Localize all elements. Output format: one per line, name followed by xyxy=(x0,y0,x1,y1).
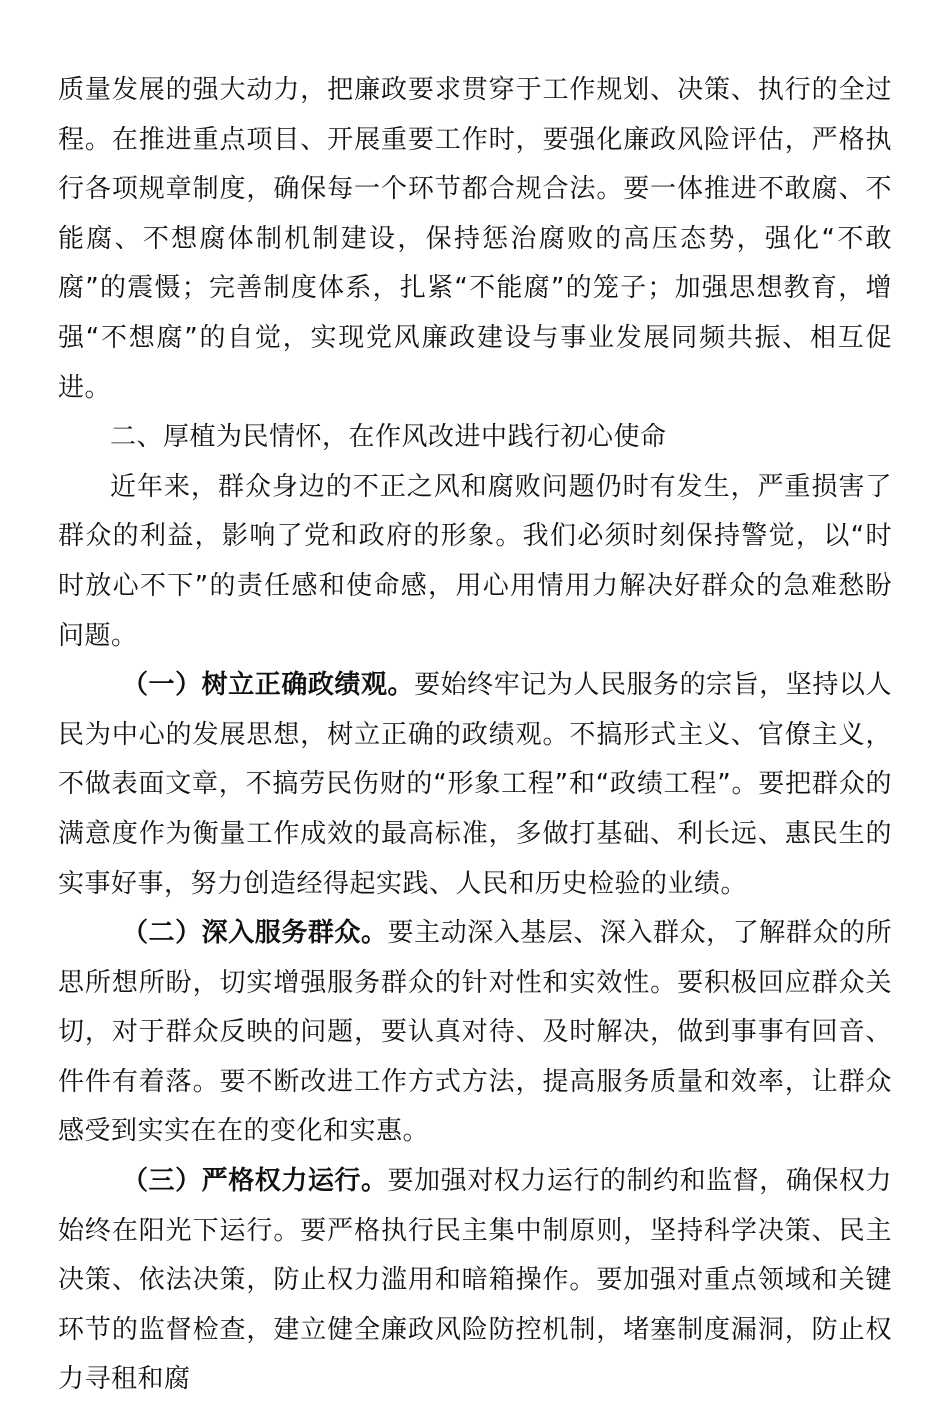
paragraph-continuation: 质量发展的强大动力，把廉政要求贯穿于工作规划、决策、执行的全过程。在推进重点项目、开展重要工作时，要强化廉政风险评估，严格执行各项规章制度，确保每一个环节都合规合法。要一体推进不敢腐、不能腐、不想腐体制机制建设，保持惩治腐败的高压态势，强化“不敢腐”的震慑；完善制度体系，扎紧“不能腐”的笼子；加强思想教育，增强“不想腐”的自觉，实现党风廉政建设与事业发展同频共振、相互促进。 xyxy=(58,75,892,403)
section-heading-2: 二、厚植为民情怀，在作风改进中践行初心使命 xyxy=(110,422,667,453)
list-item-3-body: 要加强对权力运行的制约和监督，确保权力始终在阳光下运行。要严格执行民主集中制原则，坚持科学决策、民主决策、依法决策，防止权力滥用和暗箱操作。要加强对重点领域和关键环节的监督检查，建立健全廉政风险防控机制，堵塞制度漏洞，防止权力寻租和腐 xyxy=(58,1166,892,1395)
list-item-3 xyxy=(58,1157,892,1405)
list-item-2-title: （二）深入服务群众。 xyxy=(122,918,388,949)
list-item-3-title: （三）严格权力运行。 xyxy=(122,1166,388,1197)
paragraph-intro: 近年来，群众身边的不正之风和腐败问题仍时有发生，严重损害了群众的利益，影响了党和政府的形象。我们必须时刻保持警觉，以“时时放心不下”的责任感和使命感，用心用情用力解决好群众的急难愁盼问题。 xyxy=(58,471,892,651)
list-item-1 xyxy=(58,661,892,909)
list-item-1-title: （一）树立正确政绩观。 xyxy=(122,670,415,701)
document-body xyxy=(58,66,892,1405)
list-item-2 xyxy=(58,909,892,1157)
list-item-1-body: 要始终牢记为人民服务的宗旨，坚持以人民为中心的发展思想，树立正确的政绩观。不搞形式主义、官僚主义，不做表面文章，不搞劳民伤财的“形象工程”和“政绩工程”。要把群众的满意度作为衡量工作成效的最高标准，多做打基础、利长远、惠民生的实事好事，努力创造经得起实践、人民和历史检验的业绩。 xyxy=(58,670,892,899)
list-item-2-body: 要主动深入基层、深入群众，了解群众的所思所想所盼，切实增强服务群众的针对性和实效性。要积极回应群众关切，对于群众反映的问题，要认真对待、及时解决，做到事事有回音、件件有着落。要不断改进工作方式方法，提高服务质量和效率，让群众感受到实实在在的变化和实惠。 xyxy=(58,918,892,1147)
